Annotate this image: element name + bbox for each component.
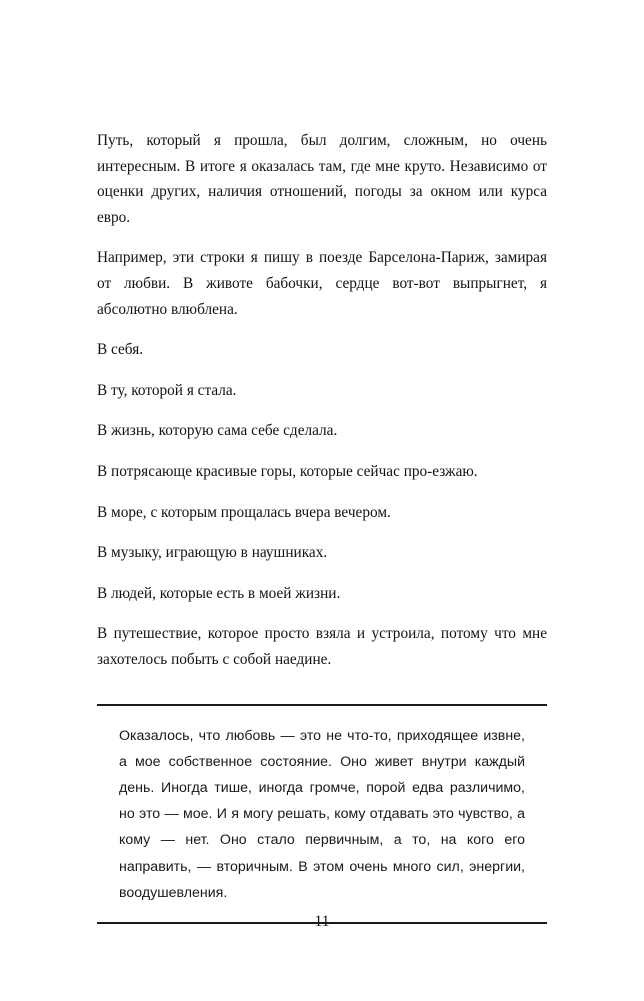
callout-inner xyxy=(97,723,547,906)
paragraph-10: В путешествие, которое просто взяла и устроила, потому что мне захотелось побыть с собой наедине. xyxy=(97,625,547,668)
page-number: 11 xyxy=(314,913,330,930)
paragraph-3: В себя. xyxy=(97,341,144,359)
paragraph-1: Путь, который я прошла, был долгим, сложным, но очень интересным. В итоге я оказалась там, где мне круто. Независимо от оценки других, наличия отношений, погоды за окном или курса евро. xyxy=(97,132,547,226)
paragraph-9: В людей, которые есть в моей жизни. xyxy=(97,584,341,602)
paragraph-2: Например, эти строки я пишу в поезде Барселона-Париж, замирая от любви. В животе бабочки, сердце вот-вот выпрыгнет, я абсолютно влюблена. xyxy=(97,249,547,318)
paragraph-8: В музыку, играющую в наушниках. xyxy=(97,544,328,562)
paragraph-5: В жизнь, которую сама себе сделала. xyxy=(97,422,338,440)
callout-text: Оказалось, что любовь — это не что-то, приходящее извне, а мое собственное состояние. Оно живет внутри каждый день. Иногда тише, иногда громче, порой едва различимо, но это — мое. И я могу решать, кому отдавать это чувство, а кому — нет. Оно стало первичным, а то, на кого его направить, — вторичным. В этом очень много сил, энергии, воодушевления. xyxy=(119,727,525,901)
paragraph-7: В море, с которым прощалась вчера вечером. xyxy=(97,503,391,521)
paragraph-6: В потрясающе красивые горы, которые сейчас про-езжаю. xyxy=(97,462,478,480)
paragraph-4: В ту, которой я стала. xyxy=(97,381,237,399)
callout-block xyxy=(97,704,547,924)
